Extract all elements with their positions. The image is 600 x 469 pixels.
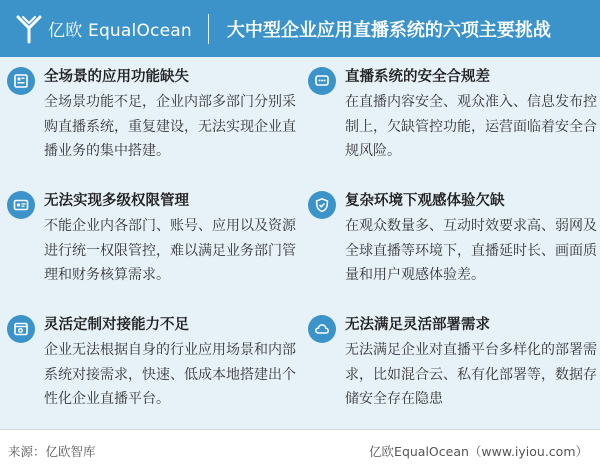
challenge-body: 全场景功能不足，企业内部多部门分别采购直播系统，重复建设，无法实现企业直播业务的集中搭建。 xyxy=(44,94,296,159)
source-note: 来源：亿欧智库 xyxy=(8,444,96,459)
challenge-title: 复杂环境下观感体验欠缺 xyxy=(345,193,505,209)
challenge-title: 无法满足灵活部署需求 xyxy=(345,317,490,333)
challenge-body: 无法满足企业对直播平台多样化的部署需求，比如混合云、私有化部署等，数据存储安全存在隐患 xyxy=(345,342,597,407)
page-title: 大中型企业应用直播系统的六项主要挑战 xyxy=(226,19,551,41)
brand-credit: 亿欧EqualOcean（www.iyiou.com） xyxy=(369,444,588,459)
challenge-title: 全场景的应用功能缺失 xyxy=(44,69,189,85)
challenge-card-2 xyxy=(0,57,597,181)
equalocean-logo-icon xyxy=(16,14,42,44)
chat-bubble-icon xyxy=(308,67,336,95)
shield-icon xyxy=(308,191,336,219)
challenge-body: 在直播内容安全、观众准入、信息发布控制上，欠缺管控功能，运营面临着安全合规风险。 xyxy=(345,94,597,159)
logo xyxy=(16,0,192,57)
cloud-icon xyxy=(308,315,336,343)
header-banner xyxy=(0,0,600,57)
challenge-body: 在观众数量多、互动时效要求高、弱网及全球直播等环境下，直播延时长、画面质量和用户观感体验差。 xyxy=(345,218,597,283)
challenge-card-4 xyxy=(0,181,597,305)
footer xyxy=(0,429,600,469)
logo-text: 亿欧 EqualOcean xyxy=(48,21,192,41)
challenge-card-6 xyxy=(0,305,597,429)
challenge-grid xyxy=(0,57,600,429)
challenge-title: 无法实现多级权限管理 xyxy=(44,193,189,209)
header-divider xyxy=(208,14,209,44)
challenge-title: 直播系统的安全合规差 xyxy=(345,69,490,85)
challenge-body: 企业无法根据自身的行业应用场景和内部系统对接需求，快速、低成本地搭建出个性化企业直播平台。 xyxy=(44,342,296,407)
challenge-title: 灵活定制对接能力不足 xyxy=(44,317,189,333)
challenge-body: 不能企业内各部门、账号、应用以及资源进行统一权限管控，难以满足业务部门管理和财务核算需求。 xyxy=(44,218,296,283)
